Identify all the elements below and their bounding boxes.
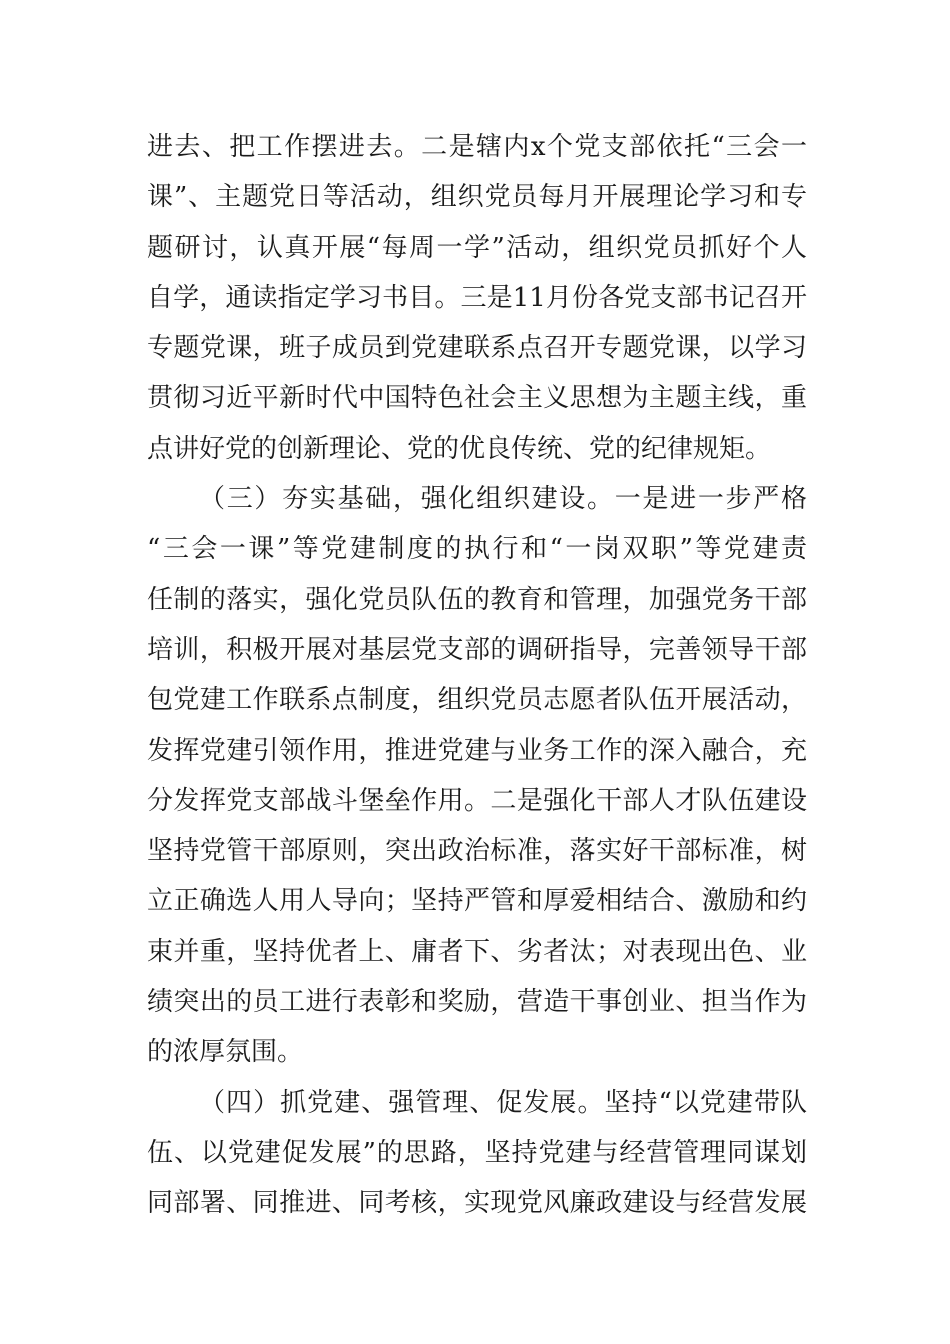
text-line: 分发挥党支部战斗堡垒作用。二是强化干部人才队伍建设 bbox=[147, 785, 807, 816]
section-heading-line: （四）抓党建、强管理、促发展。坚持“以党建带队 bbox=[199, 1087, 807, 1118]
text-line: 培训，积极开展对基层党支部的调研指导，完善领导干部 bbox=[147, 634, 807, 665]
text-line: 坚持党管干部原则，突出政治标准，落实好干部标准，树 bbox=[147, 836, 807, 867]
text-line: 绩突出的员工进行表彰和奖励，营造干事创业、担当作为 bbox=[147, 987, 807, 1018]
text-line: 贯彻习近平新时代中国特色社会主义思想为主题主线，重 bbox=[147, 383, 807, 414]
text-line: 任制的落实，强化党员队伍的教育和管理，加强党务干部 bbox=[147, 584, 807, 615]
text-line: 立正确选人用人导向；坚持严管和厚爱相结合、激励和约 bbox=[147, 886, 807, 917]
text-line: “三会一课”等党建制度的执行和“一岗双职”等党建责 bbox=[147, 534, 807, 565]
text-line: 专题党课，班子成员到党建联系点召开专题党课，以学习 bbox=[147, 333, 807, 364]
text-line: 点讲好党的创新理论、党的优良传统、党的纪律规矩。 bbox=[147, 433, 772, 464]
text-line: 题研讨，认真开展“每周一学”活动，组织党员抓好个人 bbox=[147, 232, 807, 263]
text-line: 伍、以党建促发展”的思路，坚持党建与经营管理同谋划 bbox=[147, 1137, 807, 1168]
text-line: 包党建工作联系点制度，组织党员志愿者队伍开展活动， bbox=[147, 685, 807, 716]
text-line: 束并重，坚持优者上、庸者下、劣者汰；对表现出色、业 bbox=[147, 936, 807, 967]
text-line: 同部署、同推进、同考核，实现党风廉政建设与经营发展 bbox=[147, 1188, 807, 1219]
text-line: 的浓厚氛围。 bbox=[147, 1037, 304, 1068]
body-text bbox=[147, 122, 807, 1229]
text-line: 发挥党建引领作用，推进党建与业务工作的深入融合，充 bbox=[147, 735, 807, 766]
text-line: 进去、把工作摆进去。二是辖内x个党支部依托“三会一 bbox=[147, 132, 807, 162]
text-line: 课”、主题党日等活动，组织党员每月开展理论学习和专 bbox=[147, 182, 807, 213]
section-heading-line: （三）夯实基础，强化组织建设。一是进一步严格 bbox=[199, 484, 807, 515]
text-line: 自学，通读指定学习书目。三是11月份各党支部书记召开 bbox=[147, 282, 807, 313]
